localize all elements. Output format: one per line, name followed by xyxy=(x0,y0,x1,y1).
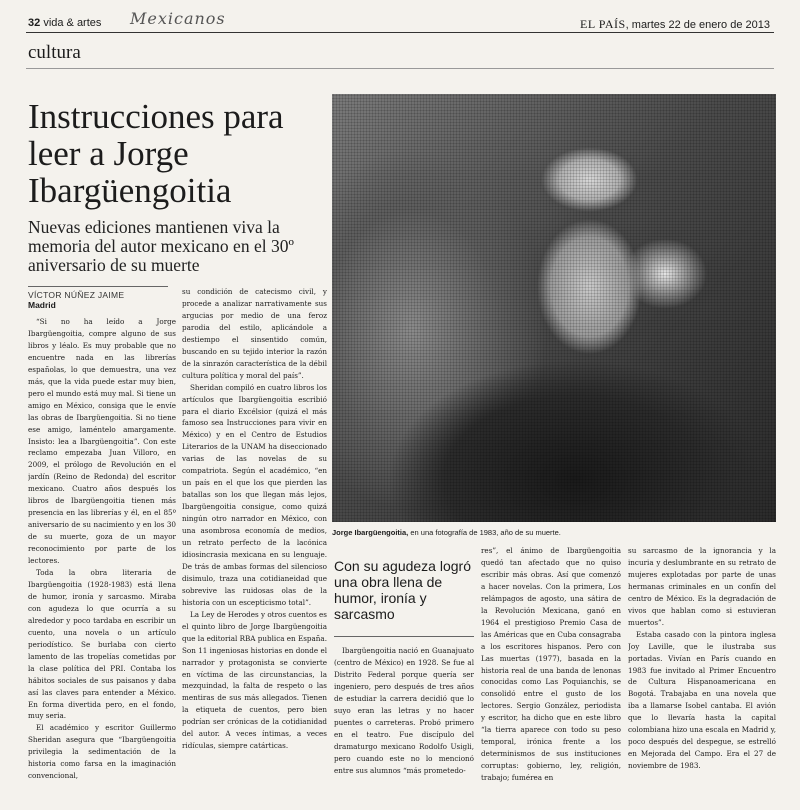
paragraph: Toda la obra literaria de Ibargüengoitia (1928-1983) está llena de humor, ironía y sarcasmo. Miraba con agudeza lo que ocurría a su alrededor y poco tardaba en escribir un cuento, una novela o un artículo periodístico. Se burlaba con cierto lamento de las tropelías cometidas por la clase política del PRI. Contaba los hábitos sociales de sus paisanos y daba así las claves para entender a México. En forma divertida pero, en el fondo, muy seria. xyxy=(28,568,176,721)
column-2 xyxy=(182,286,327,794)
paragraph: Estaba casado con la pintora inglesa Joy Laville, que le ilustraba sus portadas. Vivían en París cuando en 1983 fue invitado al Primer Encuentro de Cultura Hispanoamericana en Bogotá. Trabajaba en una novela que iba a llamarse Isobel cantaba. El avión que lo llevaría hasta la capital colombiana hizo una escala en Madrid y, poco después del despegue, se estrelló en Mejorada del Campo. Era el 27 de noviembre de 1983. xyxy=(628,629,776,771)
byline: VÍCTOR NÚÑEZ JAIME xyxy=(28,290,125,300)
column-3 xyxy=(334,645,474,810)
article-deck: Nuevas ediciones mantienen viva la memoria del autor mexicano en el 30º aniversario de su muerte xyxy=(28,217,294,275)
caption-text: en una fotografía de 1983, año de su muerte. xyxy=(410,528,561,537)
author-photo xyxy=(332,94,776,522)
page-header-left xyxy=(28,17,101,29)
page-header-right: EL PAÍS, martes 22 de enero de 2013 xyxy=(580,17,770,31)
article-headline: Instrucciones para leer a Jorge Ibargüengoitia xyxy=(28,97,284,210)
paragraph: su sarcasmo de la ignorancia y la incuria y deslumbrante en su retrato de mujeres explotadas por parte de unas hermanas criminales en un confín del centro de México. Es la degradación de vivos que hablan como si estuvieran muertos”. xyxy=(628,546,776,627)
section-title: cultura xyxy=(28,42,81,63)
section-label: vida & artes xyxy=(43,17,102,29)
column-5 xyxy=(628,545,776,810)
paragraph: “Si no ha leído a Jorge Ibargüengoitia, compre alguno de sus libros y léalo. Es muy probable que no encuentre nada en las librerías españolas, lo que demuestra, una vez más, que la vida puede estar muy bien, pero el mundo está muy mal. Si tiene un amigo en México, consiga que le envíe las obras de Ibargüengoitia. Si no tiene ese amigo, laméntelo amargamente. Insisto: lea a Ibargüengoitia”. Con este reclamo empezaba Juan Villoro, en 2009, el prólogo de Revolución en el jardín (Reino de Redonda) del escritor mexicano. Cuatro años después los libros de Ibargüengoitia tienen más presencia en las librerías y él, en el 85º aniversario de su nacimiento y en los 30 de su muerte, goza de un mayor reconocimiento por parte de los lectores. xyxy=(28,317,176,566)
page-number: 32 xyxy=(28,17,41,29)
column-4 xyxy=(481,545,621,810)
pull-quote: Con su agudeza logró una obra llena de humor, ironía y sarcasmo xyxy=(334,558,471,622)
paragraph: su condición de catecismo civil, y procede a analizar narrativamente sus argucias por medio de una feroz parodia del estilo, aplicándole a destiempo el sinsentido común, buscando en su tejido interior la razón de la sinrazón característica de la débil cultura política y moral del país”. xyxy=(182,287,327,380)
paragraph: Sheridan compiló en cuatro libros los artículos que Ibargüengoitia escribió para el diario Excélsior (quizá el más famoso sea Instrucciones para vivir en México) y en el Centro de Estudios Literarios de la UNAM ha diseccionado varias de las novelas de su compatriota. Según el académico, “en un país en el que los que pierden las batallas son los que llegan más lejos, Ibargüengoitia consigue, como quizá ningún otro narrador en México, con una asombrosa economía de medios, un retrato perfecto de la lacónica idiosincrasia mexicana en su lenguaje. De trás de ambas formas del silencioso disimulo, traza una cotidianeidad que sobrevive las ruidosas olas de la historia con un escepticismo total”. xyxy=(182,382,327,607)
caption-name: Jorge Ibargüengoitia, xyxy=(332,528,409,537)
section-rule xyxy=(26,68,774,69)
newspaper-brand: EL PAÍS xyxy=(580,17,626,31)
header-rule xyxy=(26,32,774,33)
paragraph: Ibargüengoitia nació en Guanajuato (centro de México) en 1928. Se fue al Distrito Federal porque quería ser ingeniero, pero después de tres años de estudiar la carrera decidió que lo suyo eran las letras y no hacer puentes o carreteras. Probó primero en el teatro. Fue discípulo del dramaturgo mexicano Rodolfo Usigli, pero cuando este no lo mencionó entre sus alumnos “más prometedo- xyxy=(334,646,474,775)
dateline: Madrid xyxy=(28,300,56,310)
issue-date: martes 22 de enero de 2013 xyxy=(631,19,770,31)
photo-caption xyxy=(332,528,776,537)
byline-rule xyxy=(28,286,168,287)
pull-quote-rule xyxy=(334,636,474,637)
paragraph: res”, el ánimo de Ibargüengoitia quedó tan afectado que no quiso escribir más obras. Así que comenzó a hacer novelas. Con la primera, Los relámpagos de agosto, una sátira de la Revolución Mexicana, ganó en 1964 el prestigioso Premio Casa de las Américas que en Cuba consagraba a los escritores hispanos. Pero con Las muertas (1977), basada en la historia real de una banda de lenonas conocidas como Las Poquianchis, se consolidó entre el gusto de los lectores. Sergio González, periodista y escritor, ha dicho que en este libro “la tierra aparece con todo su peso temporal, irónica frente a los determinismos de sus instituciones corruptas: gobierno, ley, religión, trabajo; fumérea en xyxy=(481,546,621,783)
paragraph: La Ley de Herodes y otros cuentos es el quinto libro de Jorge Ibargüengoitia que la editorial RBA publica en España. Son 11 ingeniosas historias en donde el narrador y protagonista se convierte en víctima de las circunstancias, la mezquindad, la falta de respeto o las mentiras de sus más allegados. Tienen la etiqueta de cuentos, pero bien podrían ser crónicas de la cotidianidad del autor. A veces íntimas, a veces ridículas, siempre catárticas. xyxy=(182,609,327,751)
paragraph: El académico y escritor Guillermo Sheridan asegura que “Ibargüengoitia privilegia la sedimentación de la historia como farsa en la imaginación convencional, xyxy=(28,723,176,781)
handwritten-note: Mexicanos xyxy=(130,9,226,28)
column-1 xyxy=(28,316,176,794)
